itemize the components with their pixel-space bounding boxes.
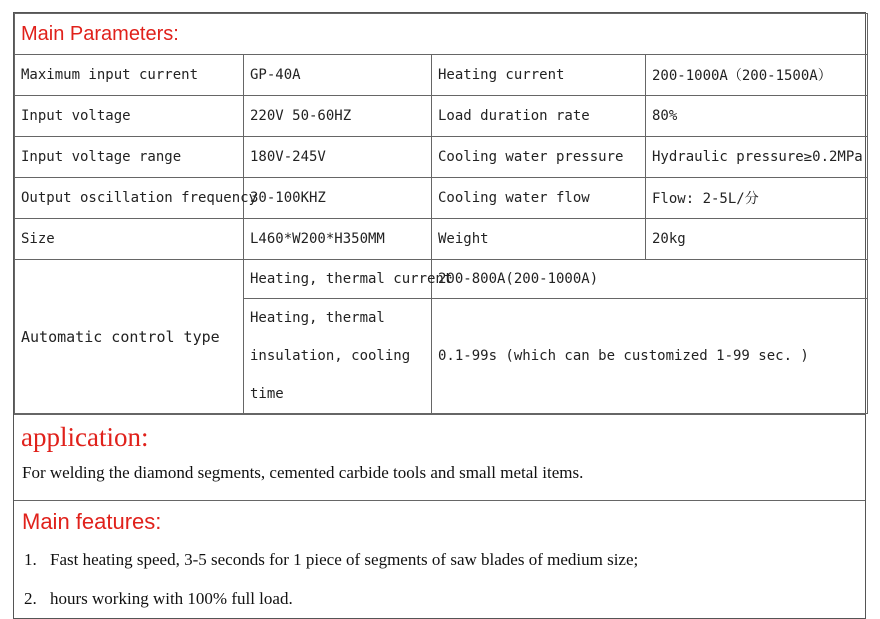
- param-label: Input voltage range: [15, 137, 244, 178]
- main-features-section: [14, 500, 865, 618]
- param-label: Weight: [432, 219, 646, 260]
- table-row: [15, 55, 868, 96]
- param-label: Output oscillation frequency: [15, 178, 244, 219]
- param-value: 180V-245V: [244, 137, 432, 178]
- param-label: Cooling water pressure: [432, 137, 646, 178]
- param-value: 200-800A(200-1000A): [432, 260, 868, 299]
- application-section: [14, 414, 865, 500]
- application-text: For welding the diamond segments, cemented carbide tools and small metal items.: [22, 463, 584, 482]
- param-label: Maximum input current: [15, 55, 244, 96]
- feature-text: Fast heating speed, 3-5 seconds for 1 piece of segments of saw blades of medium size;: [50, 550, 639, 569]
- feature-text: hours working with 100% full load.: [50, 589, 293, 608]
- param-label: Cooling water flow: [432, 178, 646, 219]
- param-value: GP-40A: [244, 55, 432, 96]
- param-label: Heating, thermal insulation, cooling time: [244, 299, 432, 414]
- main-features-title: Main features:: [22, 509, 162, 534]
- application-title: application:: [21, 422, 149, 452]
- param-value: L460*W200*H350MM: [244, 219, 432, 260]
- param-value: 30-100KHZ: [244, 178, 432, 219]
- main-parameters-table: [14, 13, 868, 414]
- param-value: 200-1000A（200-1500A）: [646, 55, 868, 96]
- feature-number: 2.: [24, 589, 37, 608]
- table-row: [15, 137, 868, 178]
- param-value: 20kg: [646, 219, 868, 260]
- param-value: 0.1-99s (which can be customized 1-99 sec. ): [432, 299, 868, 414]
- table-row: [15, 260, 868, 299]
- spec-sheet: [13, 12, 866, 619]
- param-label: Heating current: [432, 55, 646, 96]
- param-value: 80%: [646, 96, 868, 137]
- table-row: [15, 219, 868, 260]
- feature-number: 1.: [24, 550, 37, 569]
- param-value: Hydraulic pressure≥0.2MPa: [646, 137, 868, 178]
- main-parameters-title: Main Parameters:: [15, 14, 868, 55]
- param-value: 220V 50-60HZ: [244, 96, 432, 137]
- param-value: Flow: 2-5L/分: [646, 178, 868, 219]
- param-label: Input voltage: [15, 96, 244, 137]
- table-row: [15, 178, 868, 219]
- automatic-control-label: Automatic control type: [15, 260, 244, 414]
- param-label: Size: [15, 219, 244, 260]
- list-item: [14, 540, 865, 579]
- list-item: [14, 579, 865, 618]
- param-label: Load duration rate: [432, 96, 646, 137]
- table-row: [15, 96, 868, 137]
- param-label: Heating, thermal current: [244, 260, 432, 299]
